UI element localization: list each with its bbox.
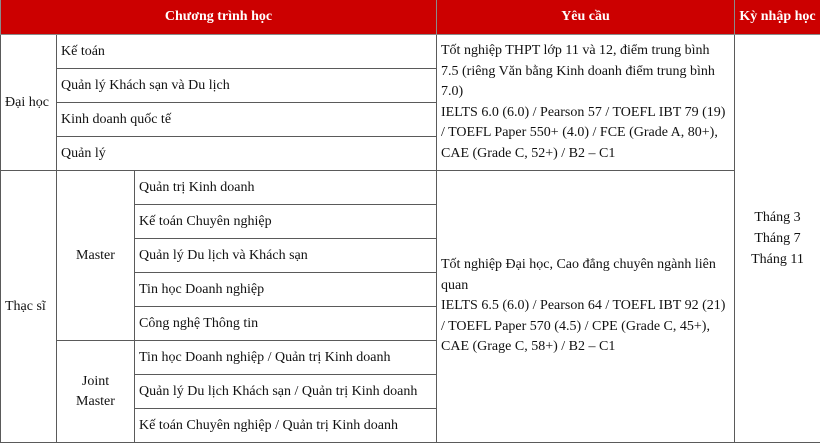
program-cell: Quản lý Du lịch và Khách sạn: [135, 239, 437, 273]
postgrad-english-req: IELTS 6.5 (6.0) / Pearson 64 / TOEFL IBT 92 (21) / TOEFL Paper 570 (4.5) / CPE (Grade C, 45+), CAE (Grage C, 58+) / B2 – C1: [441, 298, 726, 355]
intake-month: Tháng 7: [754, 231, 801, 246]
header-program: Chương trình học: [1, 0, 437, 35]
program-cell: Kế toán Chuyên nghiệp: [135, 205, 437, 239]
program-cell: Quản lý Du lịch Khách sạn / Quản trị Kinh doanh: [135, 375, 437, 409]
postgrad-academic-req: Tốt nghiệp Đại học, Cao đẳng chuyên ngành liên quan: [441, 257, 716, 293]
header-intake: Kỳ nhập học: [735, 0, 820, 35]
program-cell: Quản lý: [57, 137, 437, 171]
intake-month: Tháng 11: [751, 252, 804, 267]
program-cell: Tin học Doanh nghiệp: [135, 273, 437, 307]
level-postgrad: Thạc sĩ: [1, 171, 57, 443]
undergrad-requirements: [437, 35, 735, 171]
master-label: Master: [57, 171, 135, 341]
program-cell: Tin học Doanh nghiệp / Quản trị Kinh doanh: [135, 341, 437, 375]
program-cell: Kế toán Chuyên nghiệp / Quản trị Kinh doanh: [135, 409, 437, 443]
program-cell: Kế toán: [57, 35, 437, 69]
program-cell: Kinh doanh quốc tế: [57, 103, 437, 137]
undergrad-academic-req: Tốt nghiệp THPT lớp 11 và 12, điểm trung bình 7.5 (riêng Văn bằng Kinh doanh điểm trung bình 7.0): [441, 43, 715, 99]
intake-month: Tháng 3: [754, 210, 801, 225]
intake-cell: [735, 35, 820, 443]
postgrad-requirements: [437, 171, 735, 443]
level-undergrad: Đại học: [1, 35, 57, 171]
undergrad-english-req: IELTS 6.0 (6.0) / Pearson 57 / TOEFL IBT 79 (19) / TOEFL Paper 550+ (4.0) / FCE (Grade A, 80+), CAE (Grade C, 52+) / B2 – C1: [441, 104, 726, 161]
joint-master-label: Joint Master: [57, 341, 135, 443]
header-requirements: Yêu cầu: [437, 0, 735, 35]
program-cell: Công nghệ Thông tin: [135, 307, 437, 341]
program-cell: Quản trị Kinh doanh: [135, 171, 437, 205]
program-cell: Quản lý Khách sạn và Du lịch: [57, 69, 437, 103]
